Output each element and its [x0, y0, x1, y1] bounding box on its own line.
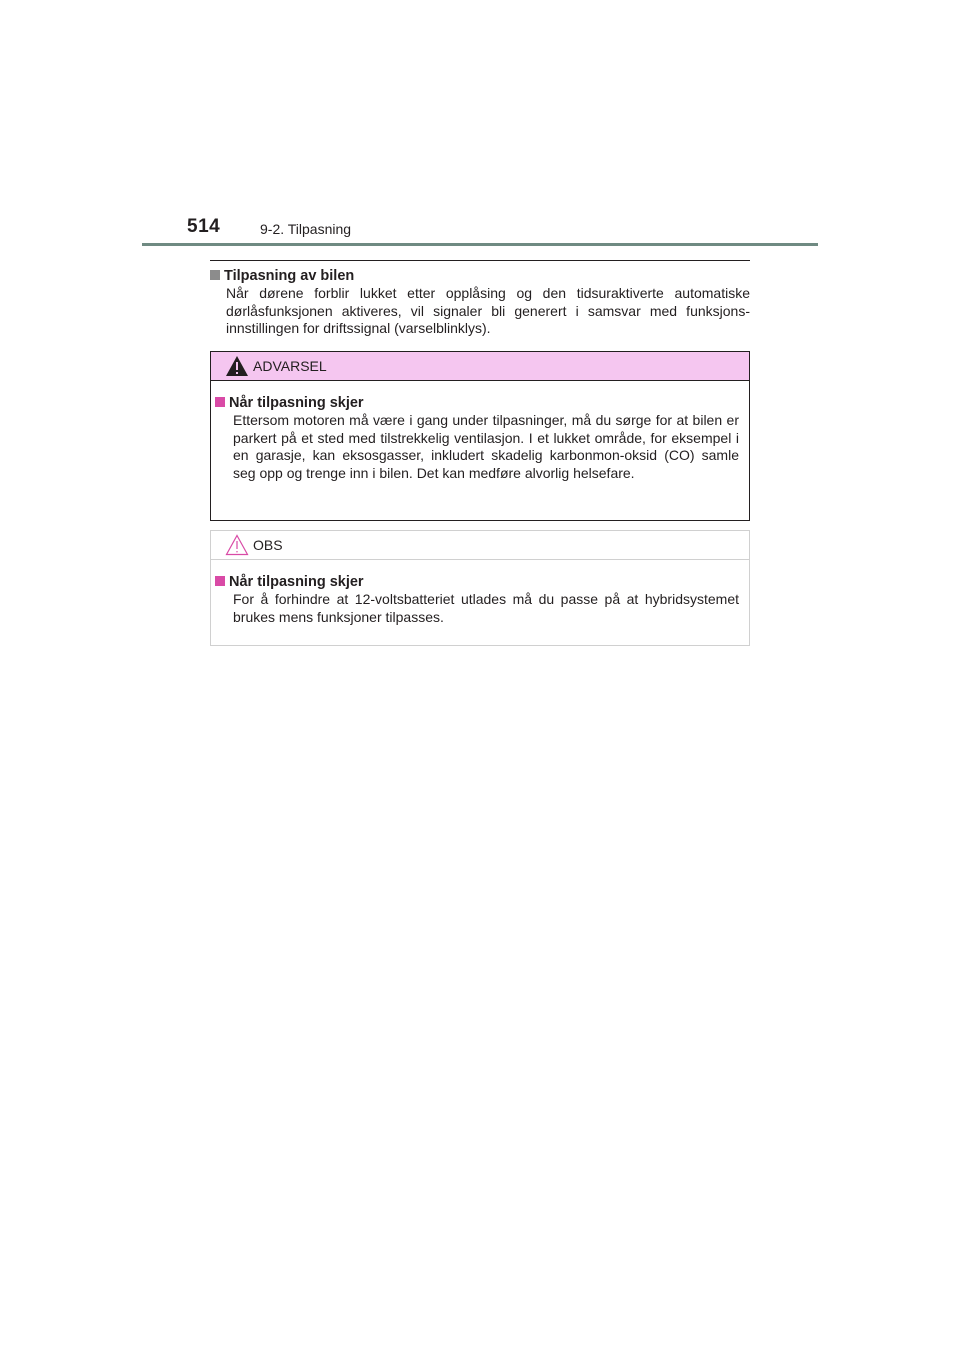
- warning-box: [210, 351, 750, 521]
- section-title: 9-2. Tilpasning: [260, 221, 352, 237]
- customization-heading: [210, 267, 750, 285]
- caution-box-header: [211, 531, 749, 560]
- square-bullet-icon: [210, 270, 220, 280]
- caution-triangle-icon: [225, 534, 249, 556]
- caution-label: OBS: [253, 537, 283, 553]
- customization-text: Når dørene forblir lukket etter opplåsing og den tidsuraktiverte automatiske dørlåsfunksjonen aktiveres, vil signaler bli generert i samsvar med funksjons-innstillingen for driftssignal (varselblinklys).: [226, 285, 750, 336]
- page-number: 514: [187, 216, 221, 237]
- caution-heading: [215, 573, 739, 591]
- caution-text: For å forhindre at 12-voltsbatteriet utlades må du passe på at hybridsystemet brukes mens funksjoner tilpasses.: [233, 591, 739, 625]
- caution-box: [210, 530, 750, 646]
- caution-box-content: [211, 560, 749, 626]
- caution-heading-text: Når tilpasning skjer: [229, 574, 364, 590]
- warning-text: Ettersom motoren må være i gang under tilpasninger, må du sørge for at bilen er parkert på et sted med tilstrekkelig ventilasjon. I et lukket område, for eksempel i en garasje, kan eksosgasser, inkludert skadelig karbonmon-oksid (CO) samle seg opp og trenge inn i bilen. Det kan medføre alvorlig helsefare.: [233, 412, 739, 481]
- customization-section: [210, 267, 750, 338]
- warning-heading: [215, 394, 739, 412]
- warning-heading-text: Når tilpasning skjer: [229, 395, 364, 411]
- warning-triangle-icon: [225, 355, 249, 377]
- warning-label: ADVARSEL: [253, 358, 327, 374]
- square-bullet-icon: [215, 576, 225, 586]
- warning-box-content: [211, 381, 749, 482]
- header-rule: [142, 243, 818, 246]
- section-divider: [210, 260, 750, 261]
- warning-box-header: [211, 352, 749, 381]
- square-bullet-icon: [215, 397, 225, 407]
- customization-heading-text: Tilpasning av bilen: [224, 268, 355, 284]
